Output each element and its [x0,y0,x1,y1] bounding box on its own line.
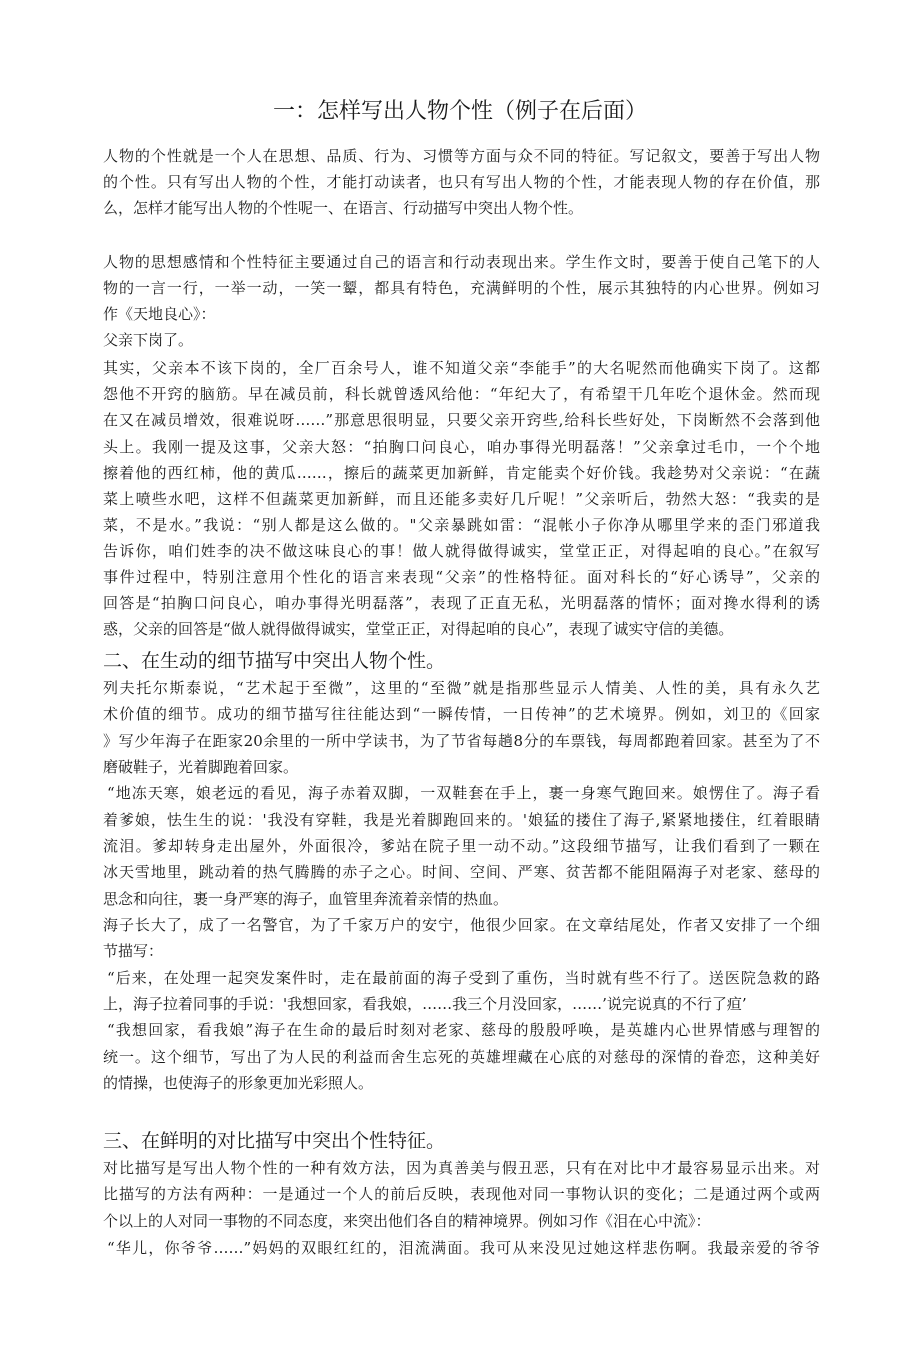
text-line: 头上。我刚一提及这事，父亲大怒：“拍胸口问良心，咱办事得光明磊落！”父亲拿过毛巾，一个个地 [103,438,820,456]
text-line: 个以上的人对同一事物的不同态度，来突出他们各自的精神境界。例如习作《泪在心中流》： [103,1212,711,1230]
text-line: 擦着他的西红柿，他的黄瓜……，擦后的蔬菜更加新鲜，肯定能卖个好价钱。我趁势对父亲说：“在蔬 [103,464,820,482]
text-line: 作《天地良心》： [103,305,216,323]
section-heading: 二、在生动的细节描写中突出人物个性。 [103,650,446,672]
text-line: 海子长大了，成了一名警官，为了千家万户的安宁，他很少回家。在文章结尾处，作者又安排了一个细 [103,916,820,934]
text-line: 菜，不是水。”我说：“别人都是这么做的。"父亲暴跳如雷：“混帐小子你净从哪里学来的歪门邪道我 [103,516,820,534]
text-line: 怨他不开窍的脑筋。早在减员前，科长就曾透风给他：“年纪大了，有希望干几年吃个退休金。然而现 [103,385,820,403]
section-heading: 三、在鲜明的对比描写中突出个性特征。 [103,1130,446,1152]
text-line: 对比描写是写出人物个性的一种有效方法，因为真善美与假丑恶，只有在对比中才最容易显示出来。对 [103,1159,820,1177]
text-line: 磨破鞋子，光着脚跑着回家。 [103,758,299,776]
text-line: 冰天雪地里，跳动着的热气腾腾的赤子之心。时间、空间、严寒、贫苦都不能阻隔海子对老家、慈母的 [103,863,820,881]
text-line: “我想回家，看我娘”海子在生命的最后时刻对老家、慈母的殷殷呼唤，是英雄内心世界情感与理智的 [107,1021,820,1039]
text-line: “地冻天寒，娘老远的看见，海子赤着双脚，一双鞋套在手上，裹一身寒气跑回来。娘愣住了。海子看 [107,784,820,802]
text-line: 列夫托尔斯泰说，“艺术起于至微”，这里的“至微”就是指那些显示人情美、人性的美，具有永久艺 [103,679,820,697]
text-line: “后来，在处理一起突发案件时，走在最前面的海子受到了重伤，当时就有些不行了。送医院急救的路 [107,969,820,987]
text-line: 事件过程中，特别注意用个性化的语言来表现“父亲”的性格特征。面对科长的“好心诱导”，父亲的 [103,568,820,586]
text-line: 物的一言一行，一举一动，一笑一颦，都具有特色，充满鲜明的个性，展示其独特的内心世界。例如习 [103,279,820,297]
text-line: “华儿，你爷爷……”妈妈的双眼红红的，泪流满面。我可从来没见过她这样悲伤啊。我最亲爱的爷爷 [107,1239,820,1257]
text-line: 着爹娘，怯生生的说：'我没有穿鞋，我是光着脚跑回来的。'娘猛的搂住了海子,紧紧地搂住，红着眼睛 [103,811,820,829]
text-line: 的情操，也使海子的形象更加光彩照人。 [103,1074,374,1092]
text-line: 菜上喷些水吧，这样不但蔬菜更加新鲜，而且还能多卖好几斤呢！”父亲听后，勃然大怒：“我卖的是 [103,490,820,508]
text-line: 的个性。只有写出人物的个性，才能打动读者，也只有写出人物的个性，才能表现人物的存在价值，那 [103,173,820,191]
text-line: 思念和向往，裹一身严寒的海子，血管里奔流着亲情的热血。 [103,890,509,908]
text-line: 告诉你，咱们姓李的决不做这味良心的事！做人就得做得诚实，堂堂正正，对得起咱的良心。”在叙写 [103,542,820,560]
text-line: 其实，父亲本不该下岗的，全厂百余号人，谁不知道父亲“李能手”的大名呢然而他确实下岗了。这都 [103,359,820,377]
text-line: 么，怎样才能写出人物的个性呢一、在语言、行动描写中突出人物个性。 [103,199,584,217]
text-line: 在又在减员增效，很难说呀……”那意思很明显，只要父亲开窍些,给科长些好处，下岗断然不会落到他 [103,411,820,429]
text-line: 父亲下岗了。 [103,331,194,349]
text-line: 》写少年海子在距家20余里的一所中学读书，为了节省每趟8分的车票钱，每周都跑着回家。甚至为了不 [103,732,820,750]
text-line: 人物的思想感情和个性特征主要通过自己的语言和行动表现出来。学生作文时，要善于使自己笔下的人 [103,253,820,271]
text-line: 术价值的细节。成功的细节描写往往能达到“一瞬传情，一日传神”的艺术境界。例如，刘卫的《回家 [103,705,820,723]
document-title: 一：怎样写出人物个性（例子在后面） [272,99,647,124]
text-line: 统一。这个细节，写出了为人民的利益而舍生忘死的英雄埋藏在心底的对慈母的深情的眷恋，这种美好 [103,1048,820,1066]
text-line: 回答是“拍胸口问良心，咱办事得光明磊落”，表现了正直无私，光明磊落的情怀；面对搀水得利的诱 [103,594,820,612]
text-line: 人物的个性就是一个人在思想、品质、行为、习惯等方面与众不同的特征。写记叙文，要善于写出人物 [103,147,820,165]
text-line: 比描写的方法有两种：一是通过一个人的前后反映，表现他对同一事物认识的变化；二是通过两个或两 [103,1185,820,1203]
text-line: 上，海子拉着同事的手说：'我想回家，看我娘，……我三个月没回家，……’说完说真的不行了疸’ [103,995,747,1013]
text-line: 流泪。爹却转身走出屋外，外面很冷，爹站在院子里一动不动。”这段细节描写，让我们看到了一颗在 [103,837,820,855]
text-line: 惑，父亲的回答是“做人就得做得诚实，堂堂正正，对得起咱的良心”，表现了诚实守信的美德。 [103,620,734,638]
text-line: 节描写： [103,942,164,960]
